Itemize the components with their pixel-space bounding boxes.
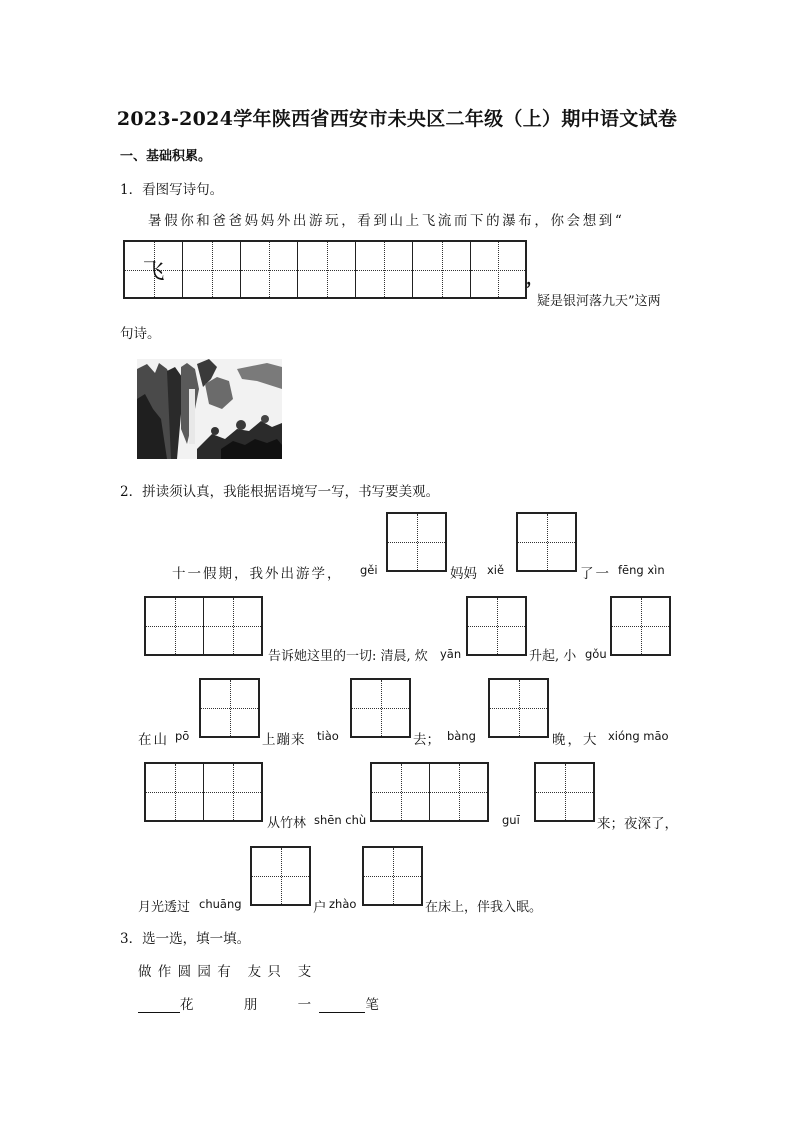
answer-box-xie[interactable]	[516, 512, 577, 572]
answer-box-gui[interactable]	[534, 762, 595, 822]
text-segment: 在山	[138, 732, 169, 748]
fill-blank[interactable]	[138, 998, 180, 1013]
answer-box-yan[interactable]	[466, 596, 527, 656]
text-segment: 在床上，伴我入眠。	[425, 900, 543, 915]
text-segment: 从竹林	[267, 816, 307, 831]
answer-box-xiongmao[interactable]	[144, 762, 263, 822]
page-title: 2023-2024学年陕西省西安市未央区二年级（上）期中语文试卷	[116, 108, 678, 130]
answer-box-chuang[interactable]	[250, 846, 311, 906]
pinyin-fengxin: fēng xìn	[618, 563, 665, 577]
fill-word: 朋	[243, 997, 258, 1013]
waterfall-image	[137, 359, 282, 459]
comma: ，	[526, 269, 543, 289]
poem-writing-grid[interactable]	[123, 240, 527, 299]
question-2-title: 2．拼读须认真，我能根据语境写一写，书写要美观。	[120, 484, 440, 500]
pinyin-shenchu: shēn chù	[314, 813, 367, 827]
answer-box-zhao[interactable]	[362, 846, 423, 906]
fill-row	[138, 993, 379, 1013]
option-char: 有	[217, 964, 232, 980]
grid-cell[interactable]	[125, 242, 183, 297]
fill-word: 一	[297, 997, 312, 1013]
option-char: 只	[267, 964, 282, 980]
prefilled-char: 飞	[142, 259, 165, 284]
answer-box-shenchu[interactable]	[370, 762, 489, 822]
pinyin-zhao: zhào	[329, 897, 357, 911]
answer-box-po[interactable]	[199, 678, 260, 738]
text-segment: 上蹦来	[262, 732, 306, 748]
question-3-title: 3．选一选，填一填。	[120, 931, 251, 947]
option-char: 支	[297, 964, 313, 980]
question-1-line3: 句诗。	[120, 326, 161, 342]
pinyin-gou: gǒu	[585, 647, 607, 661]
answer-box-bang[interactable]	[488, 678, 549, 738]
grid-cell[interactable]	[183, 242, 241, 297]
text-segment: 升起, 小	[529, 649, 577, 664]
option-char: 园	[197, 964, 212, 980]
question-1-prompt: 暑假你和爸爸妈妈外出游玩，看到山上飞流而下的瀑布，你会想到“	[148, 213, 625, 229]
text-segment: 户	[313, 900, 327, 916]
text-segment: 晚，大	[552, 732, 599, 748]
text-segment: 去；	[413, 732, 440, 748]
text-segment: 月光透过	[138, 900, 191, 915]
fill-blank[interactable]	[319, 998, 365, 1013]
grid-cell[interactable]	[471, 242, 525, 297]
fill-word: 花	[180, 997, 194, 1013]
option-char: 做	[138, 964, 153, 980]
option-char: 作	[157, 964, 173, 980]
grid-cell[interactable]	[413, 242, 471, 297]
text-segment: 妈妈	[450, 566, 477, 582]
text-segment: 来；夜深了，	[597, 816, 678, 832]
pinyin-bang: bàng	[447, 729, 476, 743]
pinyin-tiao: tiào	[317, 729, 339, 743]
pinyin-chuang: chuāng	[199, 897, 242, 911]
text-segment: 告诉她这里的一切: 清晨, 炊	[268, 649, 428, 664]
answer-box-gei[interactable]	[386, 512, 447, 572]
text-segment: 十一假期，我外出游学，	[172, 566, 343, 582]
pinyin-gei: gěi	[360, 563, 378, 577]
pinyin-po: pō	[175, 729, 190, 743]
pinyin-xie: xiě	[487, 563, 505, 577]
pinyin-yan: yān	[440, 647, 462, 661]
answer-box-tiao[interactable]	[350, 678, 411, 738]
question-1-title: 1．看图写诗句。	[120, 182, 224, 198]
option-char: 友	[247, 964, 263, 980]
text-segment: 了一	[580, 566, 611, 582]
answer-box-fengxin[interactable]	[144, 596, 263, 656]
pinyin-xiongmao: xióng māo	[608, 729, 669, 743]
section-heading: 一、基础积累。	[120, 149, 212, 164]
grid-cell[interactable]	[241, 242, 298, 297]
fill-word: 笔	[365, 997, 379, 1013]
answer-box-gou[interactable]	[610, 596, 671, 656]
grid-cell[interactable]	[298, 242, 356, 297]
pinyin-gui: guī	[502, 813, 520, 827]
grid-cell[interactable]	[356, 242, 413, 297]
option-char: 圆	[177, 964, 193, 980]
option-list	[138, 960, 312, 980]
poem-tail-text: 疑是银河落九天”这两	[537, 294, 661, 309]
